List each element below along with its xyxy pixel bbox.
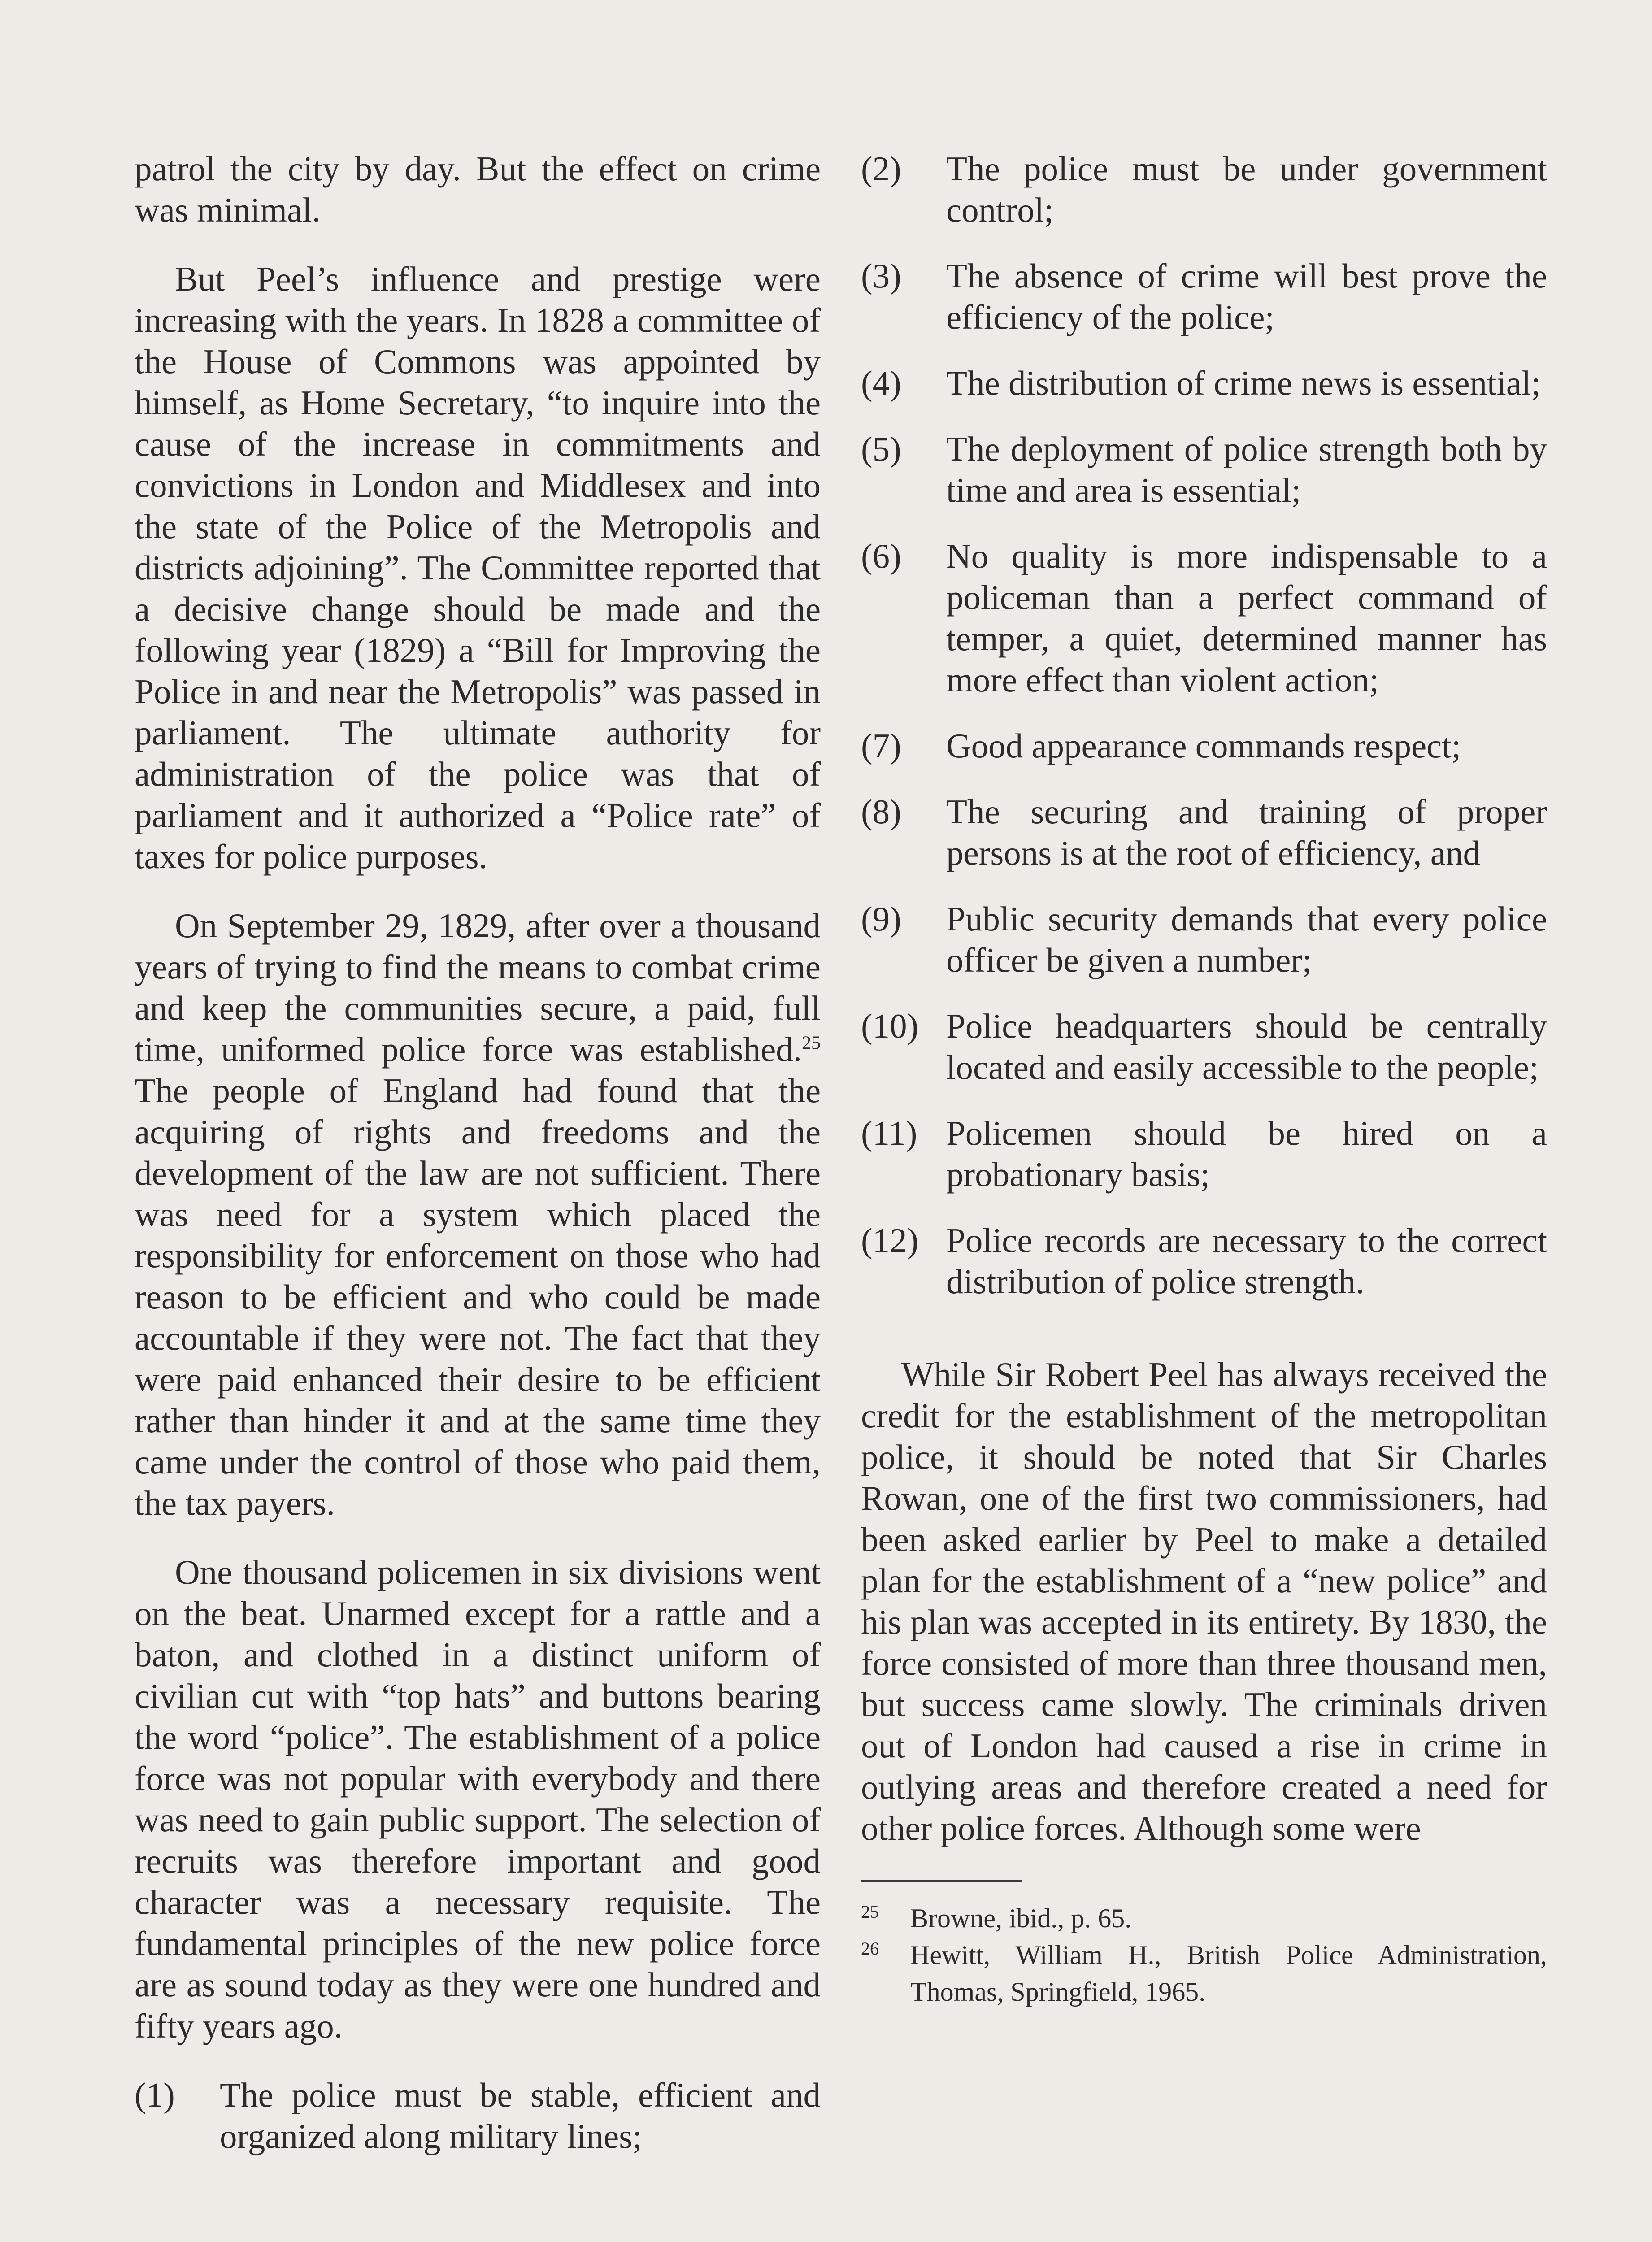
list-item (861, 1112, 1547, 1195)
paragraph: patrol the city by day. But the effect on crime was minimal. (135, 149, 821, 229)
paragraph: One thousand policemen in six divisions went on the beat. Unarmed except for a rattle and a baton, and clothed in a distinct uniform of civilian cut with “top hats” and buttons bearing the word “police”. The establishment of a police force was not popular with everybody and there was need to gain public support. The selection of recruits was therefore important and good character was a necessary requisite. The fundamental principles of the new police force are as sound today as they were one hundred and fifty years ago. (135, 1553, 821, 2045)
footnote-mark: 26 (861, 1938, 879, 1959)
list-number: (6) (861, 537, 901, 575)
paragraph: While Sir Robert Peel has always received the credit for the establishment of the metropolitan police, it should be noted that Sir Charles Rowan, one of the first two commissioners, had been asked earlier by Peel to make a detailed plan for the establishment of a “new police” and his plan was accepted in its entirety. By 1830, the force consisted of more than three thousand men, but success came slowly. The criminals driven out of London had caused a rise in crime in outlying areas and therefore created a need for other police forces. Although some were (861, 1355, 1547, 1847)
left-column (135, 148, 821, 2184)
principles-list (861, 148, 1547, 1327)
footnote (861, 1937, 1547, 2010)
list-text: The police must be under government control; (946, 149, 1547, 229)
list-text: No quality is more indispensable to a policeman than a perfect command of temper, a quiet, determined manner has more effect than violent action; (946, 537, 1547, 699)
footnote (861, 1900, 1547, 1937)
list-text: The police must be stable, efficient and organized along military lines; (220, 2076, 821, 2155)
paragraph: But Peel’s influence and prestige were increasing with the years. In 1828 a committee of the House of Commons was appointed by himself, as Home Secretary, “to inquire into the cause of the increase in commitments and convictions in London and Middlesex and into the state of the Police of the Metropolis and districts adjoining”. The Committee reported that a decisive change should be made and the following year (1829) a “Bill for Improving the Police in and near the Metropolis” was passed in parliament. The ultimate authority for administration of the police was that of parliament and it authorized a “Police rate” of taxes for police purposes. (135, 260, 821, 876)
list-number: (12) (861, 1221, 919, 1260)
list-number: (2) (861, 149, 901, 188)
list-item (135, 2074, 821, 2157)
list-number: (7) (861, 726, 901, 765)
list-text: Police records are necessary to the correct distribution of police strength. (946, 1221, 1547, 1301)
paragraph (135, 905, 821, 1524)
footnote-text: Browne, ibid., p. 65. (910, 1903, 1132, 1933)
list-item (861, 428, 1547, 511)
list-number: (10) (861, 1007, 919, 1045)
list-text: The deployment of police strength both by time and area is essential; (946, 430, 1547, 509)
footnote-text: Hewitt, William H., British Police Administration, Thomas, Springfield, 1965. (910, 1940, 1547, 2007)
list-text: The distribution of crime news is essential; (946, 364, 1541, 402)
list-item (861, 255, 1547, 338)
footnote-reference: 25 (802, 1033, 821, 1054)
list-item (861, 1005, 1547, 1088)
list-item (861, 148, 1547, 230)
list-number: (9) (861, 899, 901, 938)
footnote-mark: 25 (861, 1902, 879, 1922)
principles-list (135, 2074, 821, 2157)
list-item (861, 791, 1547, 873)
list-number: (11) (861, 1114, 917, 1152)
list-text: Police headquarters should be centrally located and easily accessible to the people; (946, 1007, 1547, 1086)
paragraph-text-continued: The people of England had found that the acquiring of rights and freedoms and the development of the law are not sufficient. There was need for a system which placed the responsibility for enforcement on those who had reason to be efficient and who could be made accountable if they were not. The fact that they were paid enhanced their desire to be efficient rather than hinder it and at the same time they came under the control of those who paid them, the tax payers. (135, 1071, 821, 1522)
list-item (861, 535, 1547, 700)
list-number: (8) (861, 792, 901, 831)
list-text: The absence of crime will best prove the efficiency of the police; (946, 256, 1547, 336)
list-text: Public security demands that every police officer be given a number; (946, 899, 1547, 979)
list-text: Good appearance commands respect; (946, 726, 1461, 765)
list-item (861, 898, 1547, 981)
list-text: Policemen should be hired on a probationary basis; (946, 1114, 1547, 1194)
list-number: (3) (861, 256, 901, 295)
footnote-divider (861, 1880, 1022, 1882)
list-item (861, 362, 1547, 404)
paragraph-text: On September 29, 1829, after over a thousand years of trying to find the means to combat crime and keep the communities secure, a paid, full time, uniformed police force was established. (135, 906, 821, 1069)
list-number: (4) (861, 364, 901, 402)
list-number: (5) (861, 430, 901, 468)
list-number: (1) (135, 2076, 175, 2114)
right-column (861, 148, 1547, 2010)
list-item (861, 1220, 1547, 1302)
list-text: The securing and training of proper persons is at the root of efficiency, and (946, 792, 1547, 872)
list-item (861, 725, 1547, 766)
